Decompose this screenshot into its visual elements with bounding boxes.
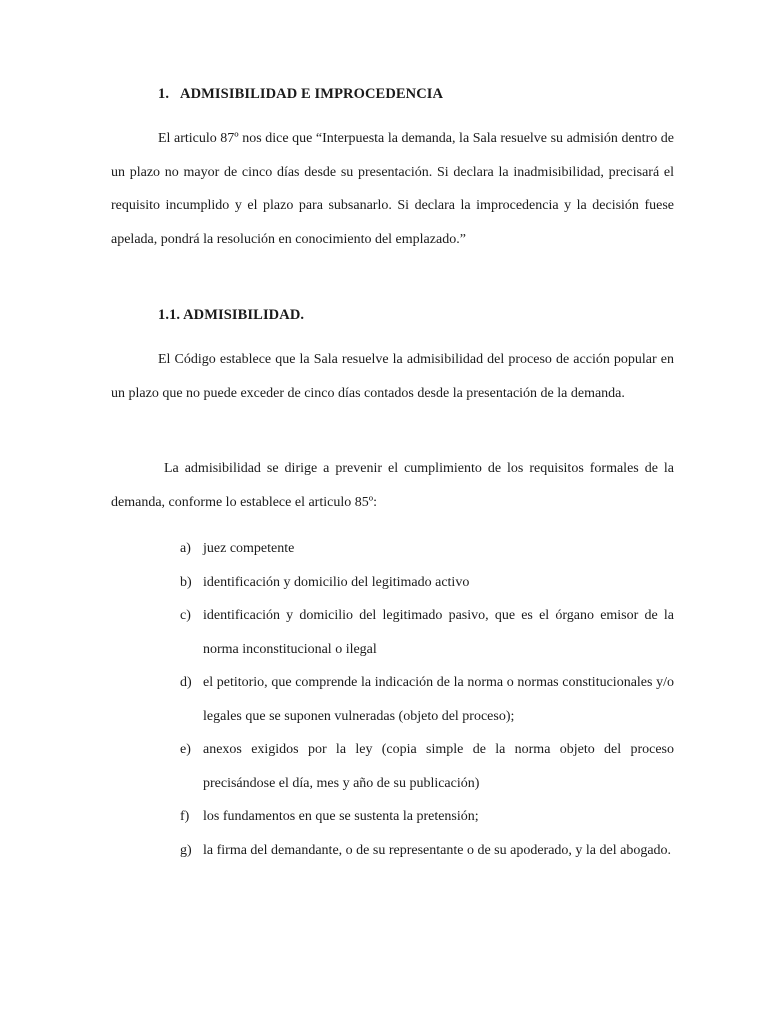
list-item-marker: g) [180, 842, 192, 858]
paragraph-text: La admisibilidad se dirige a prevenir el cumplimiento de los requisitos formales de la demanda, conforme lo establece el articulo 85º: [111, 461, 678, 510]
intro-paragraph-text: El articulo 87º nos dice que “Interpuesta la demanda, la Sala resuelve su admisión dentro de un plazo no mayor de cinco días desde su presentación. Si declara la inadmisibilidad, precisará el requisito incumplido y el plazo para subsanarlo. Si declara la improcedencia y la decisión fuese apelada, pondrá la resolución en conocimiento del emplazado.” [111, 131, 674, 247]
list-item [180, 666, 674, 733]
paragraph-text: El Código establece que la Sala resuelve la admisibilidad del proceso de acción popular en un plazo que no puede exceder de cinco días contados desde la presentación de la demanda. [111, 352, 674, 401]
section-heading [158, 86, 443, 103]
list-item-text: la firma del demandante, o de su representante o de su apoderado, y la del abogado. [203, 842, 672, 858]
list-item-marker: d) [180, 675, 192, 690]
section-title: ADMISIBILIDAD E IMPROCEDENCIA [180, 86, 444, 102]
list-item-text: anexos exigidos por la ley (copia simple de la norma objeto del proceso precisándose el día, mes y año de su publicación) [203, 742, 674, 791]
list-item [180, 599, 674, 666]
requirements-list [180, 532, 674, 867]
list-item-marker: c) [180, 608, 191, 623]
list-item-text: juez competente [203, 541, 295, 556]
intro-paragraph [111, 122, 674, 256]
list-item-marker: f) [180, 809, 190, 824]
list-item-marker: e) [180, 742, 191, 757]
list-item-text: identificación y domicilio del legitimado pasivo, que es el órgano emisor de la norma inconstitucional o ilegal [203, 608, 674, 657]
list-item-marker: b) [180, 574, 192, 590]
list-item [180, 733, 674, 800]
subsection-heading: 1.1. ADMISIBILIDAD. [158, 307, 305, 323]
list-item-text: los fundamentos en que se sustenta la pretensión; [203, 809, 479, 824]
list-item-text: el petitorio, que comprende la indicación de la norma o normas constitucionales y/o legales que se suponen vulneradas (objeto del proceso); [203, 675, 674, 724]
list-item-marker: a) [180, 541, 191, 556]
section-number: 1. [158, 86, 170, 102]
list-item-text: identificación y domicilio del legitimado activo [203, 574, 470, 590]
list-item [180, 800, 674, 834]
list-item [180, 566, 674, 600]
list-item [180, 532, 674, 566]
paragraph-formal-requirements [111, 452, 678, 519]
paragraph-admissibility-term [111, 343, 674, 410]
list-item [180, 834, 674, 868]
